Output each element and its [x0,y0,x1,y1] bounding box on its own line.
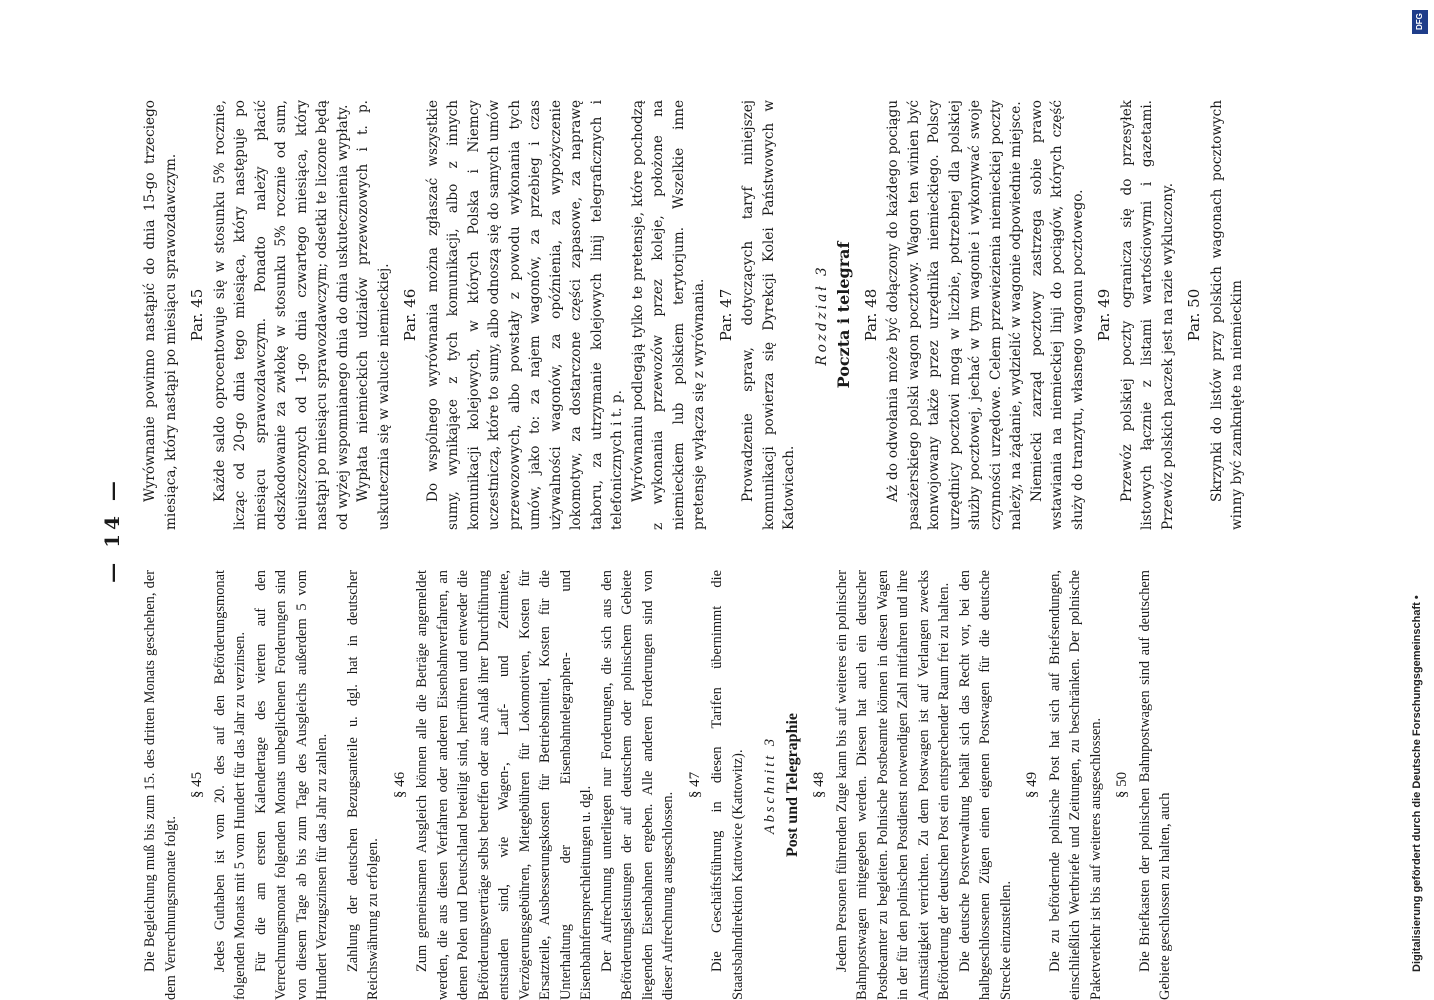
rotated-page [100,60,1280,1000]
polish-s46-p2: Wyrównaniu podlegają tylko te pretensje, które pochodzą z wykonania przewozów przez koleje, położone na niemieckiem lub polskiem terytorjum. Wszelkie inne pretensje wyłącza się z wyrównania. [629,100,707,530]
polish-s48-p2: Niemiecki zarząd pocztowy zastrzega sobie prawo wstawiania na niemieckiej linji do pociągów, których część służy do tranzytu, własnego wagonu pocztowego. [1028,100,1086,530]
polish-chapter-title: Poczta i telegraf [834,241,853,389]
dfg-logo: DFG [1412,10,1428,34]
polish-s49-heading: Par. 49 [1095,288,1113,342]
polish-s45-p2: Wypłata niemieckich udziałów przewozowych i t. p. uskutecznia się w walucie niemieckiej. [355,100,392,530]
german-s46-p1: Zum gemeinsamen Ausgleich können alle die Beträge angemeldet werden, die aus diesen Verfahren oder anderen Eisenbahnverfahren, an denen Polen und Deutschland beteiligt sind, herrühren und entweder die Beförderungsverträge selbst betreffen oder aus Anlaß ihrer Durchführung entstanden sind, wie Wagen-, Lauf- und Zeitmiete, Verzögerungsgebühren, Mietgebühren für Lokomotiven, Kosten für Ersatzteile, Ausbesserungskosten für Betriebsmittel, Kosten für die Unterhaltung der Eisenbahntelegraphen- und Eisenbahnfernsprechleitungen u. dgl. [414,570,594,1000]
page-number: — 14 — [100,477,124,583]
digitization-credit-text: Digitalisierung gefördert durch die Deutsche Forschungsgemeinschaft • [1411,595,1423,972]
german-column [140,570,1270,1000]
german-chapter-label: Abschnitt 3 [762,735,778,835]
german-s47-p1: Die Geschäftsführung in diesen Tarifen übernimmt die Staatsbahndirektion Kattowice (Kattowitz). [709,570,746,1000]
polish-s49-p1: Przewóz polskiej poczty ogranicza się do przesyłek listowych łącznie z listami wartościowymi i gazetami. Przewóz polskich paczek jest na razie wykluczony. [1118,100,1176,530]
polish-chapter-label: Rozdział 3 [813,264,830,366]
polish-s46-heading: Par. 46 [401,288,419,342]
german-s48-heading: § 48 [811,771,827,799]
polish-s45-p1: Każde saldo oprocentowuje się w stosunku 5% rocznie, licząc od 20-go dnia tego miesiąca, który następuje po miesiącu sprawozdawczym. Ponadto należy płacić odszkodowanie za zwłokę w stosunku 5% rocznie od sum, nieuiszczonych od 1-go dnia czwartego miesiąca, który nastąpi po miesiącu sprawozdawczym; odsetki te liczone będą od wyżej wspomnianego dnia do dnia uskutecznienia wypłaty. [211,100,351,530]
polish-s47-heading: Par. 47 [716,288,735,342]
polish-column [140,100,1270,530]
polish-s48-heading: Par. 48 [861,288,880,342]
german-s48-p1: Jedem Personen führenden Zuge kann bis auf weiteres ein polnischer Bahnpostwagen mitgegeben werden. Diesen hat auch ein deutscher Postbeamter zu begleiten. Polnische Postbeamte können in diesen Wagen in der für den polnischen Postdienst notwendigen Zahl mitfahren und ihre Amtstätigkeit verrichten. Zu dem Postwagen ist auf Verlangen zwecks Beförderung der deutschen Post ein entsprechender Raum frei zu halten. [833,570,952,1000]
german-intro: Die Begleichung muß bis zum 15. des dritten Monats geschehen, der dem Verrechnungsmonate folgt. [142,570,179,1000]
german-s47-heading: § 47 [686,771,703,799]
german-s46-heading: § 46 [391,771,408,799]
german-s49-p1: Die zu befördernde polnische Post hat sich auf Briefsendungen, einschließlich Wertbriefe und Zeitungen, zu beschränken. Der polnische Paketverkehr ist bis auf weiteres ausgeschlossen. [1046,570,1104,1000]
polish-s46-p1: Do wspólnego wyrównania można zgłaszać wszystkie sumy, wynikające z tych komunikacji, albo z innych komunikacji kolejowych, w których Polska i Niemcy uczestniczą, które to sumy, albo odnoszą się do samych umów przewozowych, albo powstały z powodu wykonania tych umów, jako to: za najem wagonów, za przebieg i czas używalności wagonów, za opóźnienia, za wypożyczenie lokomotyw, za dostarczone części zapasowe, za naprawę taboru, za utrzymanie kolejowych linij telegraficznych i telefonicznych i t. p. [424,100,625,530]
german-s45-p3: Zahlung der deutschen Bezugsanteile u. dgl. hat in deutscher Reichswährung zu erfolgen. [344,570,381,1000]
polish-s45-heading: Par. 45 [188,288,206,342]
german-s49-heading: § 49 [1024,771,1040,799]
german-s50-p1: Die Briefkasten der polnischen Bahnpostwagen sind auf deutschem Gebiete geschlossen zu halten, auch [1136,570,1173,1000]
polish-s50-p1: Skrzynki do listów przy polskich wagonach pocztowych winny być zamknięte na niemieckim [1208,100,1245,530]
polish-s47-p1: Prowadzenie spraw, dotyczących taryf niniejszej komunikacji powierza się Dyrekcji Kolei Państwowych w Katowicach. [740,100,797,530]
digitization-credit [1404,8,1430,992]
german-s45-heading: § 45 [189,771,205,799]
german-s48-p2: Die deutsche Postverwaltung behält sich das Recht vor, bei den halbgeschlossenen Zügen einen eigenen Postwagen für die deutsche Strecke einzustellen. [956,570,1014,1000]
german-chapter-title: Post und Telegraphie [783,712,801,858]
german-s46-p2: Der Aufrechnung unterliegen nur Forderungen, die sich aus den Beförderungsleistungen der auf deutschem oder polnischem Gebiete liegenden Eisenbahnen ergeben. Alle anderen Forderungen sind von dieser Aufrechnung ausgeschlossen. [598,570,676,1000]
polish-intro: Wyrównanie powinno nastąpić do dnia 15-go trzeciego miesiąca, który nastąpi po miesiącu sprawozdawczym. [142,100,179,530]
german-s45-p2: Für die am ersten Kalendertage des vierten auf den Verrechnungsmonat folgenden Monats unbeglichenen Forderungen sind von diesem Tage ab bis zum Tage des Ausgleichs außerdem 5 vom Hundert Verzugszinsen für das Jahr zu zahlen. [252,570,330,1000]
german-s50-heading: § 50 [1114,771,1130,799]
polish-s50-heading: Par. 50 [1185,288,1203,342]
polish-s48-p1: Aż do odwołania może być dołączony do każdego pociągu pasażerskiego polski wagon pocztowy. Wagon ten winien być konwojowany także przez urzędnika niemieckiego. Polscy urzędnicy pocztowi mogą w liczbie, potrzebnej dla polskiej służby pocztowej, jechać w tym wagonie i wykonywać swoje czynności urzędowe. Celem przewiezienia niemieckiej poczty należy, na żądanie, wydzielić w wagonie odpowiednie miejsce. [885,100,1024,530]
german-s45-p1: Jedes Guthaben ist vom 20. des auf den Beförderungsmonat folgenden Monats mit 5 vom Hundert für das Jahr zu verzinsen. [211,570,248,1000]
